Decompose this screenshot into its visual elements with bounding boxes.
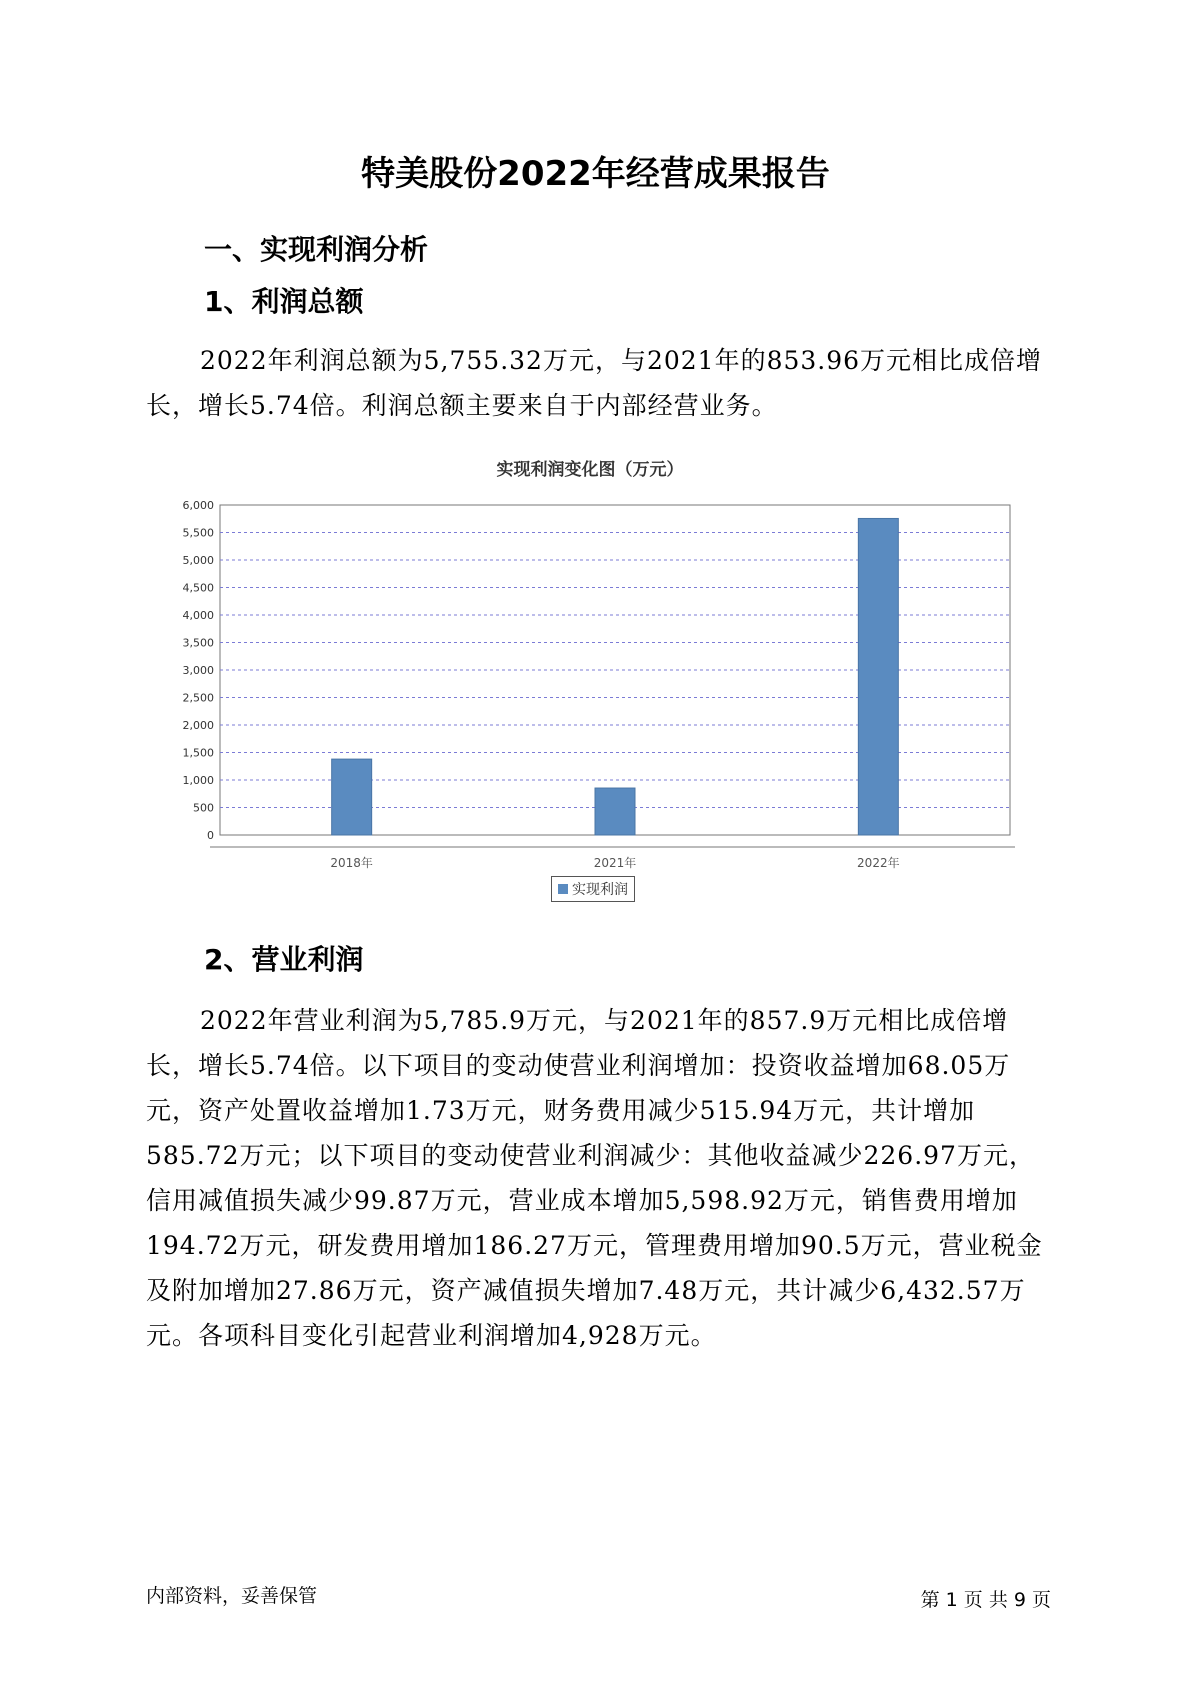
chart-svg [150,455,1030,875]
footer-page-number: 第 1 页 共 9 页 [920,1589,1051,1611]
y-tick-label: 6,000 [182,499,214,512]
legend-swatch [558,884,568,894]
x-tick-label: 2018年 [330,856,373,870]
chart-title: 实现利润变化图（万元） [496,460,684,480]
legend-label: 实现利润 [572,882,628,898]
footer-confidential-note: 内部资料，妥善保管 [146,1585,318,1607]
y-tick-label: 2,500 [182,691,214,705]
y-tick-label: 0 [207,829,214,842]
y-tick-label: 500 [193,801,214,815]
y-tick-label: 3,000 [182,664,214,677]
operating-profit-paragraph: 2022年营业利润为5,785.9万元，与2021年的857.9万元相比成倍增长，增长5.74倍。以下项目的变动使营业利润增加：投资收益增加68.05万元，资产处置收益增加1.73万元，财务费用减少515.94万元，共计增加585.72万元；以下项目的变动使营业利润减少：其他收益减少226.97万元，信用减值损失减少99.87万元，营业成本增加5,598.92万元，销售费用增加194.72万元，研发费用增加186.27万元，管理费用增加90.5万元，营业税金及附加增加27.86万元，资产减值损失增加7.48万元，共计减少6,432.57万元。各项科目变化引起营业利润增加4,928万元。 [146,1006,1043,1350]
y-tick-label: 2,000 [182,719,214,732]
y-tick-label: 5,500 [182,526,214,540]
subsection-heading-total-profit: 1、利润总额 [204,285,364,318]
bar [332,759,372,835]
total-profit-paragraph: 2022年利润总额为5,755.32万元，与2021年的853.96万元相比成倍增长，增长5.74倍。利润总额主要来自于内部经营业务。 [146,346,1043,420]
bar [595,788,635,835]
profit-chart [150,455,1030,905]
subsection-heading-operating-profit: 2、营业利润 [204,943,364,976]
y-tick-label: 3,500 [182,636,214,650]
y-tick-label: 1,000 [182,774,214,787]
y-tick-label: 5,000 [182,554,214,567]
section-heading: 一、实现利润分析 [204,233,429,266]
y-tick-label: 4,000 [182,609,214,622]
page-title: 特美股份2022年经营成果报告 [361,154,830,194]
bar [858,518,898,835]
y-tick-label: 1,500 [182,746,214,760]
x-tick-label: 2022年 [857,856,900,870]
y-tick-label: 4,500 [182,581,214,595]
x-tick-label: 2021年 [593,856,637,870]
chart-legend [551,876,635,902]
